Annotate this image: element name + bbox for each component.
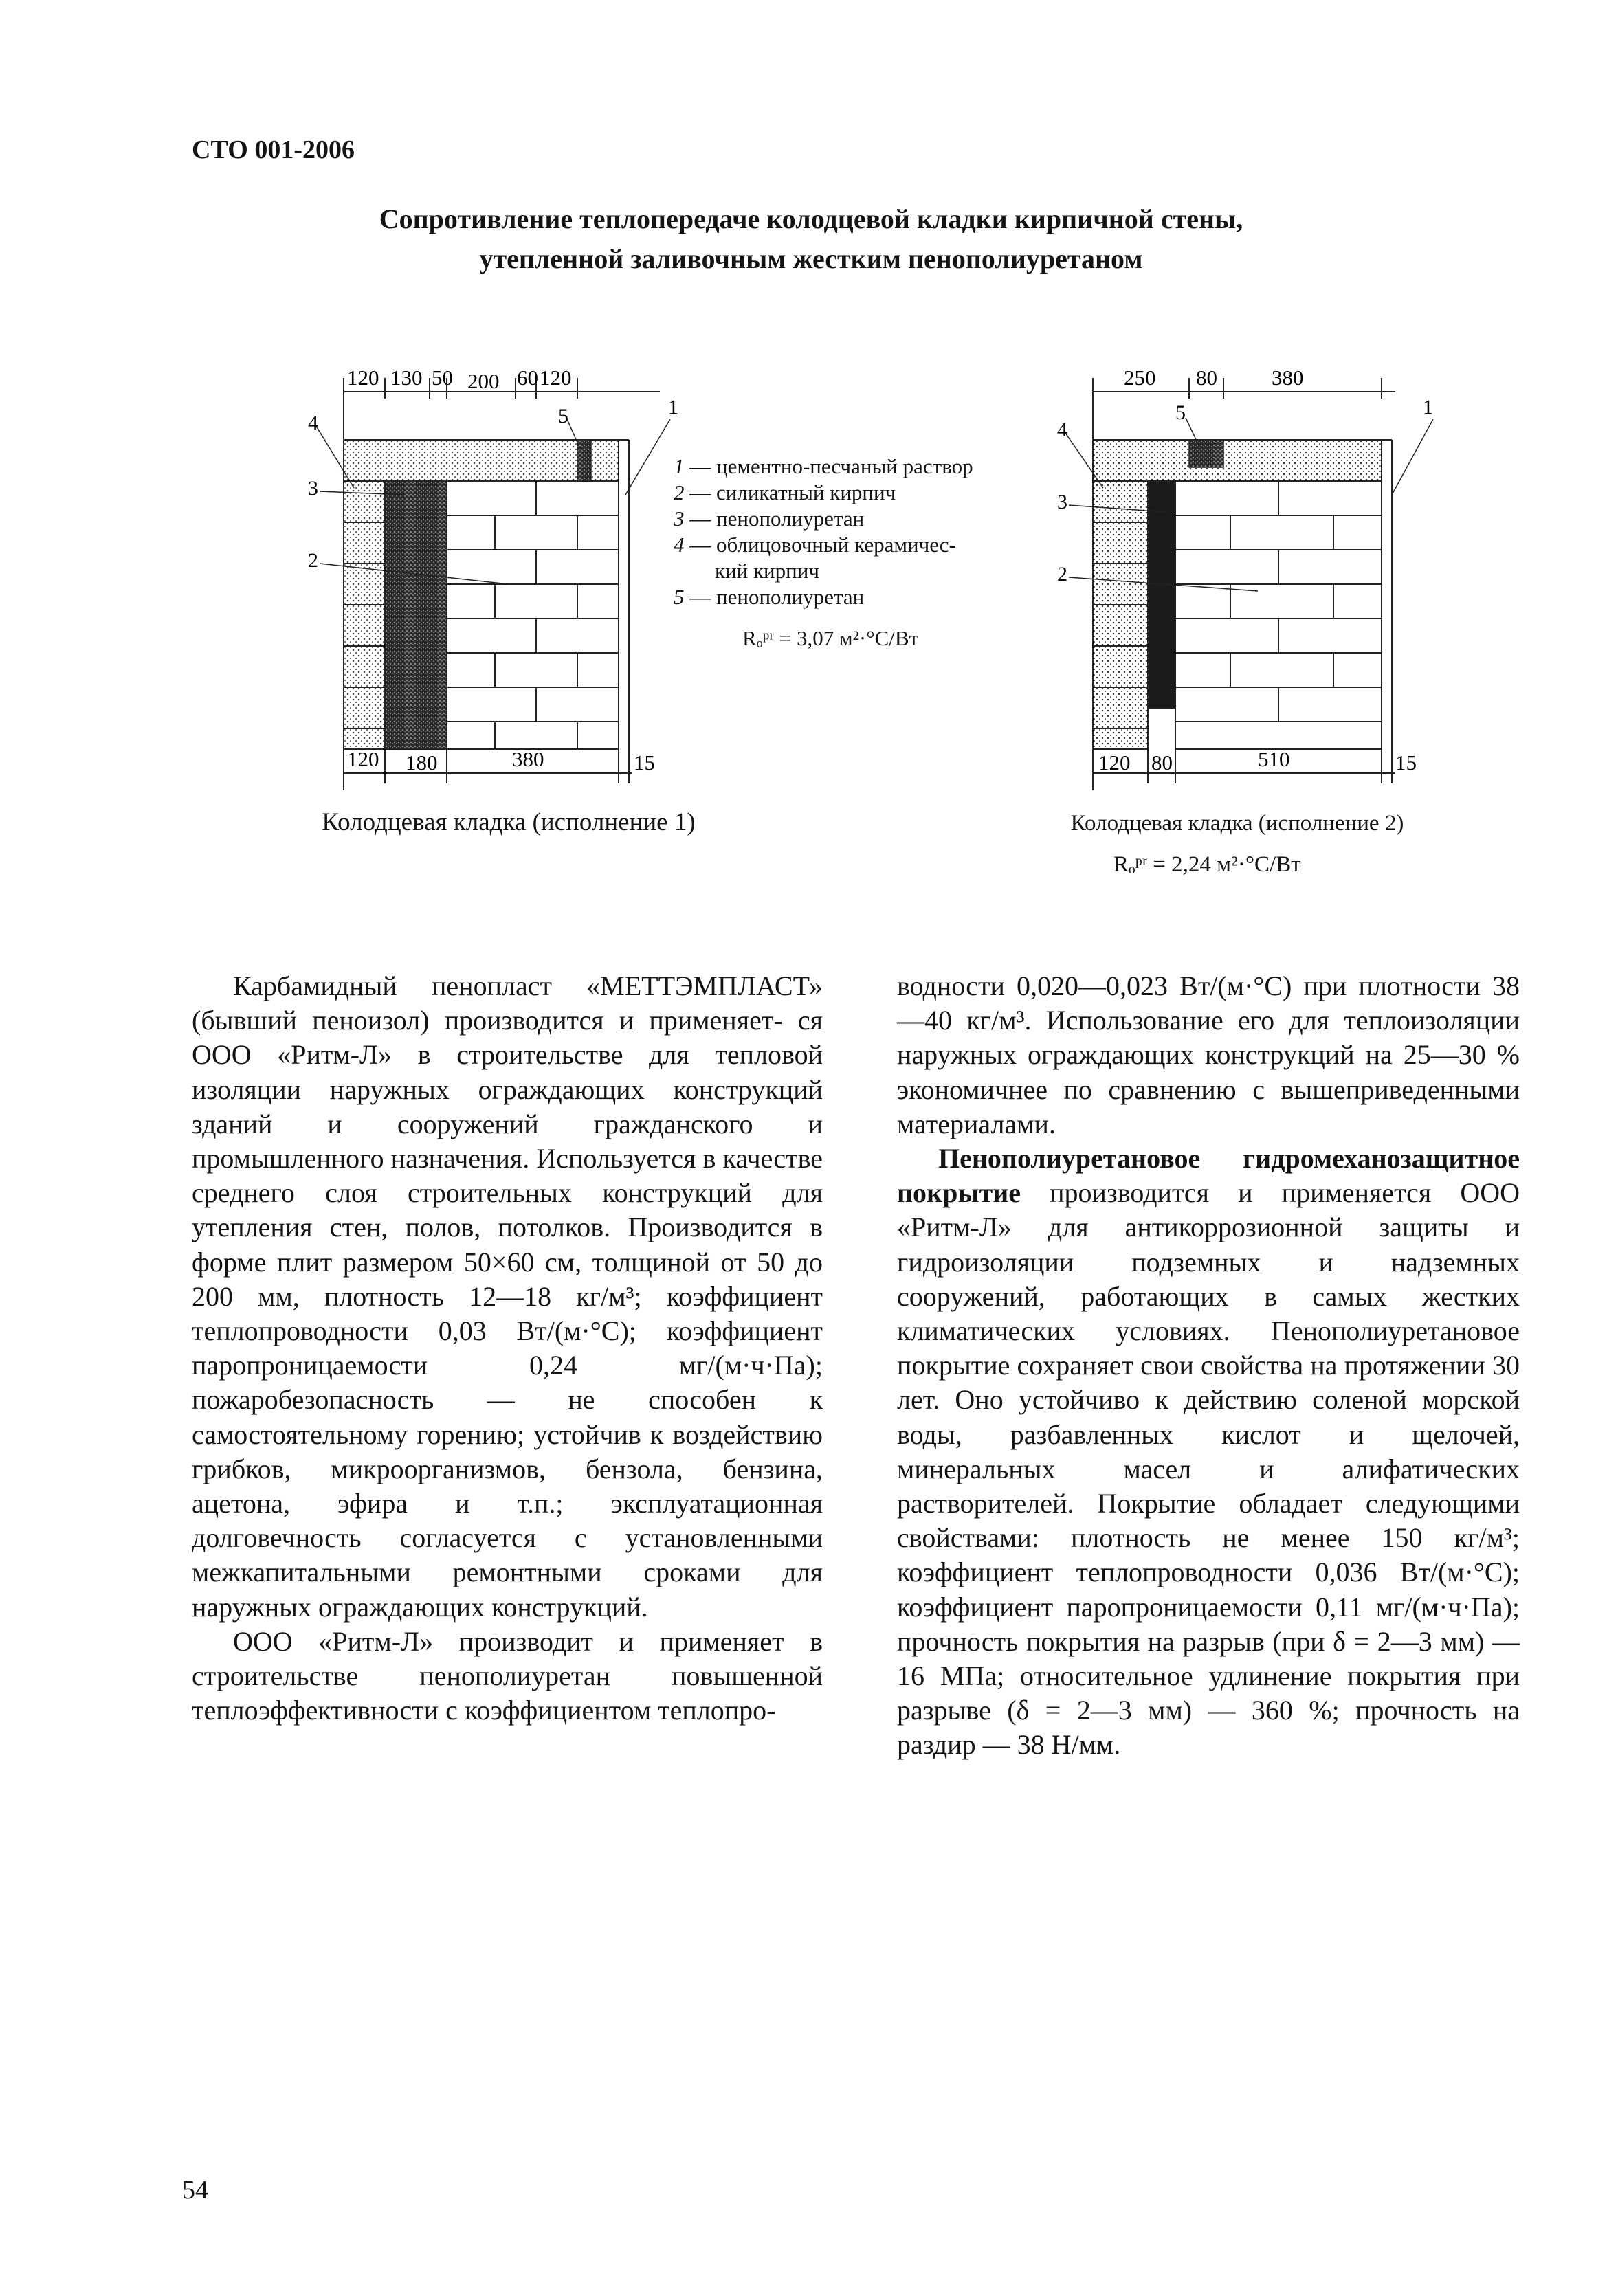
fig1-callout-4: 4 [308,412,318,434]
fig1-bottom-dim-1: 120 [347,747,379,771]
legend-text: — силикатный кирпич [684,480,896,504]
fig2-callout-3: 3 [1057,491,1067,513]
bold-term: Пенополиуретановое гидромеханозащитное покрытие [897,1143,1520,1209]
fig2-top-dim-1: 250 [1124,366,1156,390]
legend-num: 3 [674,506,685,531]
legend-text: — пенополиуретан [684,506,865,531]
legend-text: — облицовочный керамичес- [684,533,956,557]
body-right-column [897,969,1520,1763]
fig1-top-dim-1: 120 [347,366,379,390]
fig1-top-dim-6: 120 [540,366,572,390]
figure-1-r-value: Rₒᵖʳ = 3,07 м²·°С/Вт [742,626,919,650]
legend-item [674,532,973,558]
fig1-top-dim-5: 60 [517,366,538,390]
fig1-top-dim-4: 200 [467,369,500,393]
fig1-bottom-dim-3: 380 [512,747,544,771]
legend-item [674,584,973,610]
fig2-callout-4: 4 [1057,419,1067,441]
legend-num: 2 [674,480,685,504]
fig1-bottom-dim-2: 180 [406,750,438,774]
fig2-bottom-dim-4: 15 [1395,750,1417,774]
figure-2-diagram [1052,357,1437,811]
paragraph: ООО «Ритм-Л» производит и применяет в строительстве пенополиуретан повышенной теплоэффективности с коэффициентом теплопро- [192,1625,823,1726]
legend-item [674,480,973,506]
fig2-callout-1: 1 [1423,396,1433,419]
legend-text: — пенополиуретан [684,585,865,609]
fig2-bottom-dim-3: 510 [1258,747,1290,771]
page-title [206,199,1416,279]
title-line-2: утепленной заливочным жестким пенополиуретаном [479,243,1143,274]
legend-text: — цементно-песчаный раствор [684,454,973,478]
legend-num: 4 [674,533,685,557]
legend-num: 5 [674,585,685,609]
fig2-callout-5: 5 [1175,401,1186,424]
legend-text: кий кирпич [715,559,819,583]
paragraph-text: Карбамидный пенопласт «МЕТТЭМПЛАСТ» (бывший пеноизол) производится и применяет- [192,970,823,1036]
fig1-callout-1: 1 [668,396,678,419]
legend-item [674,506,973,532]
title-line-1: Сопротивление теплопередаче колодцевой кладки кирпичной стены, [379,203,1243,234]
fig2-top-dim-3: 380 [1272,366,1304,390]
figure-2-r-value: Rₒᵖʳ = 2,24 м²·°С/Вт [1113,852,1301,877]
legend-item [674,454,973,480]
figure-1-caption: Колодцевая кладка (исполнение 1) [322,808,696,836]
fig1-callout-2: 2 [308,549,318,572]
fig1-top-dim-2: 130 [390,366,423,390]
figure-1-diagram [302,357,687,811]
page-number: 54 [182,2176,208,2205]
fig2-bottom-dim-2: 80 [1151,750,1173,774]
paragraph-text: ся ООО «Ритм-Л» в строительстве для тепловой изоляции наружных ограждающих конструкций зданий и сооружений гражданского и промышленного назначения. Используется в качестве среднего слоя строительных конструкций для утепления стен, полов, потолков. Производится в форме плит размером 50×60 см, толщиной от 50 до 200 мм, плотность 12—18 кг/м³; коэффициент теплопроводности 0,03 Вт/(м·°С); коэффициент паропроницаемости 0,24 мг/(м·ч·Па); пожаробезопасность — не способен к самостоятельному горению; устойчив к воздействию грибков, микроорганизмов, бензола, бензина, ацетона, эфира и т.п.; эксплуатационная долговечность согласуется с установленными межкапитальными ремонтными сроками для наружных ограждающих конструкций. [192,1005,823,1623]
figure-legend [674,454,973,651]
legend-item [674,558,973,584]
document-code: СТО 001-2006 [192,135,355,164]
fig2-callout-2: 2 [1057,563,1067,586]
paragraph-text: производится и применяется ООО «Ритм-Л» для антикоррозионной защиты и гидроизоляции подземных и надземных сооружений, работающих в самых жестких климатических условиях. Пенополиуретановое покрытие сохраняет свои свойства на протяжении 30 лет. Оно устойчиво к действию соленой морской воды, разбавленных кислот и щелочей, минеральных масел и алифатических растворителей. Покрытие обладает следующими свойствами: плотность не менее 150 кг/м³; коэффициент теплопроводности 0,036 Вт/(м·°С); коэффициент паропроницаемости 0,11 мг/(м·ч·Па); прочность покрытия на разрыв (при δ = 2—3 мм) — 16 МПа; относительное удлинение покрытия при разрыве (δ = 2—3 мм) — 360 %; прочность на раздир — 38 Н/мм. [897,1177,1520,1761]
fig1-top-dim-3: 50 [432,366,453,390]
fig2-top-dim-2: 80 [1196,366,1217,390]
figure-2-caption: Колодцевая кладка (исполнение 2) [1070,811,1404,836]
legend-num: 1 [674,454,685,478]
fig1-callout-3: 3 [308,477,318,500]
paragraph: водности 0,020—0,023 Вт/(м·°С) при плотности 38—40 кг/м³. Использование его для теплоизоляции наружных ограждающих конструкций на 25—30 % экономичнее по сравнению с вышеприведенными материалами. [897,970,1520,1139]
fig1-callout-5: 5 [558,405,568,427]
paragraph [192,969,823,1625]
fig2-bottom-dim-1: 120 [1098,750,1131,774]
body-left-column [192,969,823,1728]
paragraph [897,1141,1520,1763]
fig1-bottom-dim-4: 15 [634,750,655,774]
